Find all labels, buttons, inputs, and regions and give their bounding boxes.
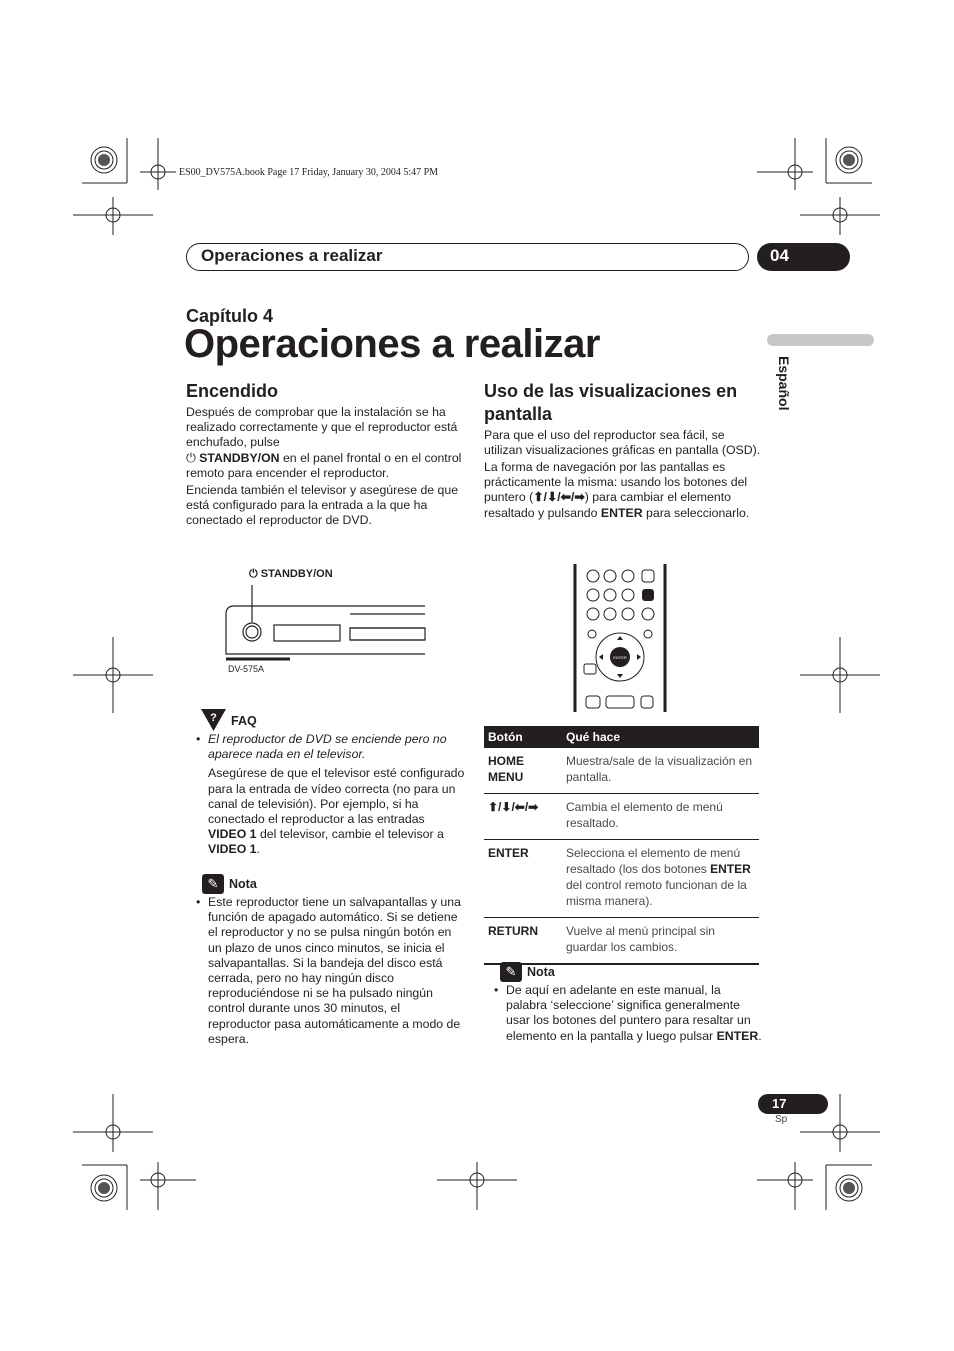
nota2-heading: Nota [527,965,555,979]
remote-control-illustration [572,562,668,719]
table-cell-button: ENTER [484,840,562,918]
table-cell-desc: Selecciona el elemento de menú resaltado (los dos botones ENTER del control remoto funcionan de la misma manera). [562,840,759,918]
osd-body [484,428,762,522]
figure-model-label: DV-575A [228,664,265,674]
chapter-title: Operaciones a realizar [184,322,600,366]
osd-paragraph-2: La forma de navegación por las pantallas es prácticamente la misma: usando los botones del puntero (⬆/⬇/⬅/➡) para cambiar el elemento resaltado y pulsando ENTER para seleccionarlo. [484,459,750,520]
table-cell-button: RETURN [484,918,562,965]
header-title: Operaciones a realizar [201,246,383,265]
note-pencil-icon: ✎ [500,962,522,982]
encendido-paragraph-2: Encienda también el televisor y asegúrese de que está configurado para la entrada a la que ha conectado el reproductor de DVD. [186,482,459,527]
chapter-number-badge: 04 [757,243,850,271]
osd-heading: Uso de las visualizaciones en pantalla [484,381,738,424]
table-cell-button: HOME MENU [484,748,562,794]
table-header-cell: Qué hace [562,726,759,748]
nota1-text: • Este reproductor tiene un salvapantallas y una función de apagado automático. Si se detiene el reproductor y no se pulsa ningún botón en un plazo de unos cinco minutos, se inicia el salvapantallas. Si la bandeja del disco está cerrada, pero no hay ningún disco reproduciéndose ni se ha pulsado ningún control durante unos 30 minutos, el reproductor pasa automáticamente a modo de espera. [186,895,466,1047]
table-header-row [484,726,759,748]
faq-question: • El reproductor de DVD se enciende pero no aparece nada en el televisor. [186,732,466,762]
table-cell-desc: Cambia el elemento de menú resaltado. [562,794,759,840]
table-row [484,794,759,840]
encendido-heading: Encendido [186,381,279,401]
nota2-text: • De aquí en adelante en este manual, la palabra ‘seleccione’ significa generalmente usar los botones del puntero para resaltar un elemento en la pantalla y luego pulsar ENTER. [484,983,762,1044]
table-cell-desc: Vuelve al menú principal sin guardar los cambios. [562,918,759,965]
osd-paragraph-1: Para que el uso del reproductor sea fácil, se utilizan visualizaciones gráficas en pantalla (OSD). [484,428,761,458]
dvd-player-illustration [222,582,427,667]
faq-answer: Asegúrese de que el televisor esté configurado para la entrada de vídeo correcta (no para un canal de televisión). Por ejemplo, si ha conectado el reproductor a las entradas VIDEO 1 del televisor, cambie el televisor a VIDEO 1. [208,766,465,857]
chapter-label: Capítulo 4 [186,306,274,326]
nota2-body [484,983,762,1044]
table-cell-desc: Muestra/sale de la visualización en pantalla. [562,748,759,794]
osd-buttons-table [484,726,759,965]
encendido-paragraph-1: Después de comprobar que la instalación se ha realizado correctamente y que el reproductor está enchufado, pulse ⏻ STANDBY/ON en el panel frontal o en el control remoto para encender el reproductor. [186,405,462,480]
arrow-icons: ⬆/⬇/⬅/➡ [533,490,585,505]
language-tab-bar [767,334,874,346]
table-header-cell: Botón [484,726,562,748]
standby-figure-label: ⏻ STANDBY/ON [249,568,333,580]
faq-heading: FAQ [231,714,257,728]
page-number: 17 [758,1094,828,1114]
table-row [484,918,759,965]
faq-body [186,732,466,858]
table-row [484,748,759,794]
book-info: ES00_DV575A.book Page 17 Friday, January 30, 2004 5:47 PM [179,167,439,178]
table-cell-button: ⬆/⬇/⬅/➡ [484,794,562,840]
page-language-code: Sp [775,1114,788,1125]
power-icon: ⏻ [186,450,196,465]
table-row [484,840,759,918]
note-pencil-icon: ✎ [202,874,224,894]
nota1-body [186,895,466,1047]
language-tab-label: Español [776,356,792,411]
encendido-body [186,405,464,530]
svg-text:?: ? [210,712,217,724]
svg-text:ENTER: ENTER [613,655,627,660]
nota1-heading: Nota [229,877,257,891]
